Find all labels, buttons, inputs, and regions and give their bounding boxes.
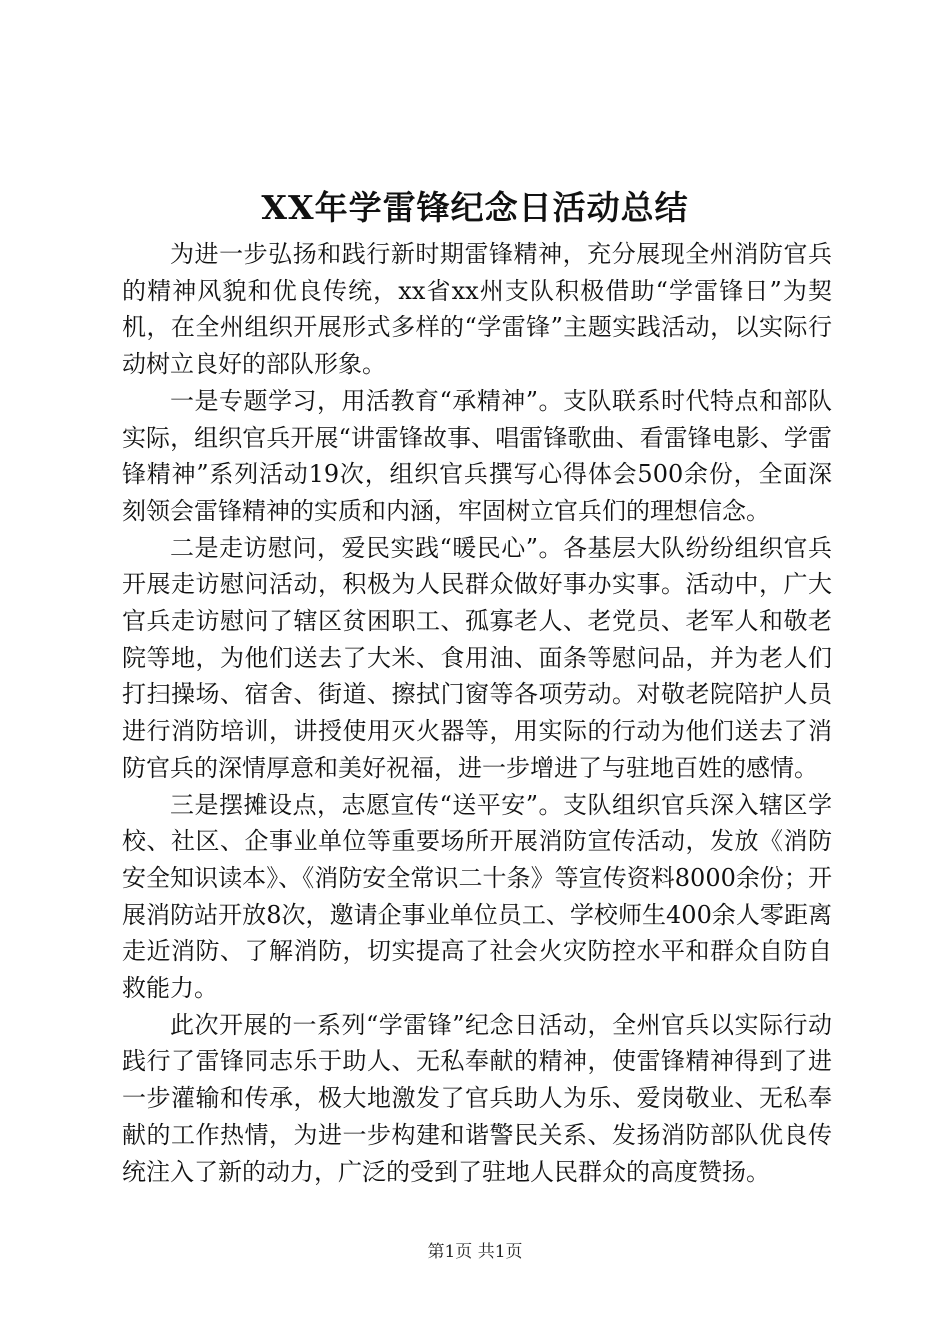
document-title: XX年学雷锋纪念日活动总结: [261, 188, 689, 227]
paragraph-conclusion: 此次开展的一系列“学雷锋”纪念日活动，全州官兵以实际行动践行了雷锋同志乐于助人、无私奉献的精神，使雷锋精神得到了进一步灌输和传承，极大地激发了官兵助人为乐、爱岗敬业、无私奉献的工作热情，为进一步构建和谐警民关系、发扬消防部队优良传统注入了新的动力，广泛的受到了驻地人民群众的高度赞扬。: [122, 1010, 832, 1186]
page-footer: 第1页 共1页: [427, 1242, 523, 1262]
paragraph-publicity: 三是摆摊设点，志愿宣传“送平安”。支队组织官兵深入辖区学校、社区、企事业单位等重要场所开展消防宣传活动，发放《消防安全知识读本》、《消防安全常识二十条》等宣传资料8000余份；开展消防站开放8次，邀请企事业单位员工、学校师生400余人零距离走近消防、了解消防，切实提高了社会火灾防控水平和群众自防自救能力。: [122, 790, 832, 1003]
document-body: [122, 236, 832, 1190]
paragraph-visit: 二是走访慰问，爱民实践“暖民心”。各基层大队纷纷组织官兵开展走访慰问活动，积极为人民群众做好事办实事。活动中，广大官兵走访慰问了辖区贫困职工、孤寡老人、老党员、老军人和敬老院等地，为他们送去了大米、食用油、面条等慰问品，并为老人们打扫操场、宿舍、街道、擦拭门窗等各项劳动。对敬老院陪护人员进行消防培训，讲授使用灭火器等，用实际的行动为他们送去了消防官兵的深情厚意和美好祝福，进一步增进了与驻地百姓的感情。: [122, 533, 832, 782]
paragraph-study: 一是专题学习，用活教育“承精神”。支队联系时代特点和部队实际，组织官兵开展“讲雷锋故事、唱雷锋歌曲、看雷锋电影、学雷锋精神”系列活动19次，组织官兵撰写心得体会500余份，全面深刻领会雷锋精神的实质和内涵，牢固树立官兵们的理想信念。: [122, 386, 832, 525]
paragraph-intro: 为进一步弘扬和践行新时期雷锋精神，充分展现全州消防官兵的精神风貌和优良传统，xx省xx州支队积极借助“学雷锋日”为契机，在全州组织开展形式多样的“学雷锋”主题实践活动，以实际行动树立良好的部队形象。: [122, 240, 832, 379]
